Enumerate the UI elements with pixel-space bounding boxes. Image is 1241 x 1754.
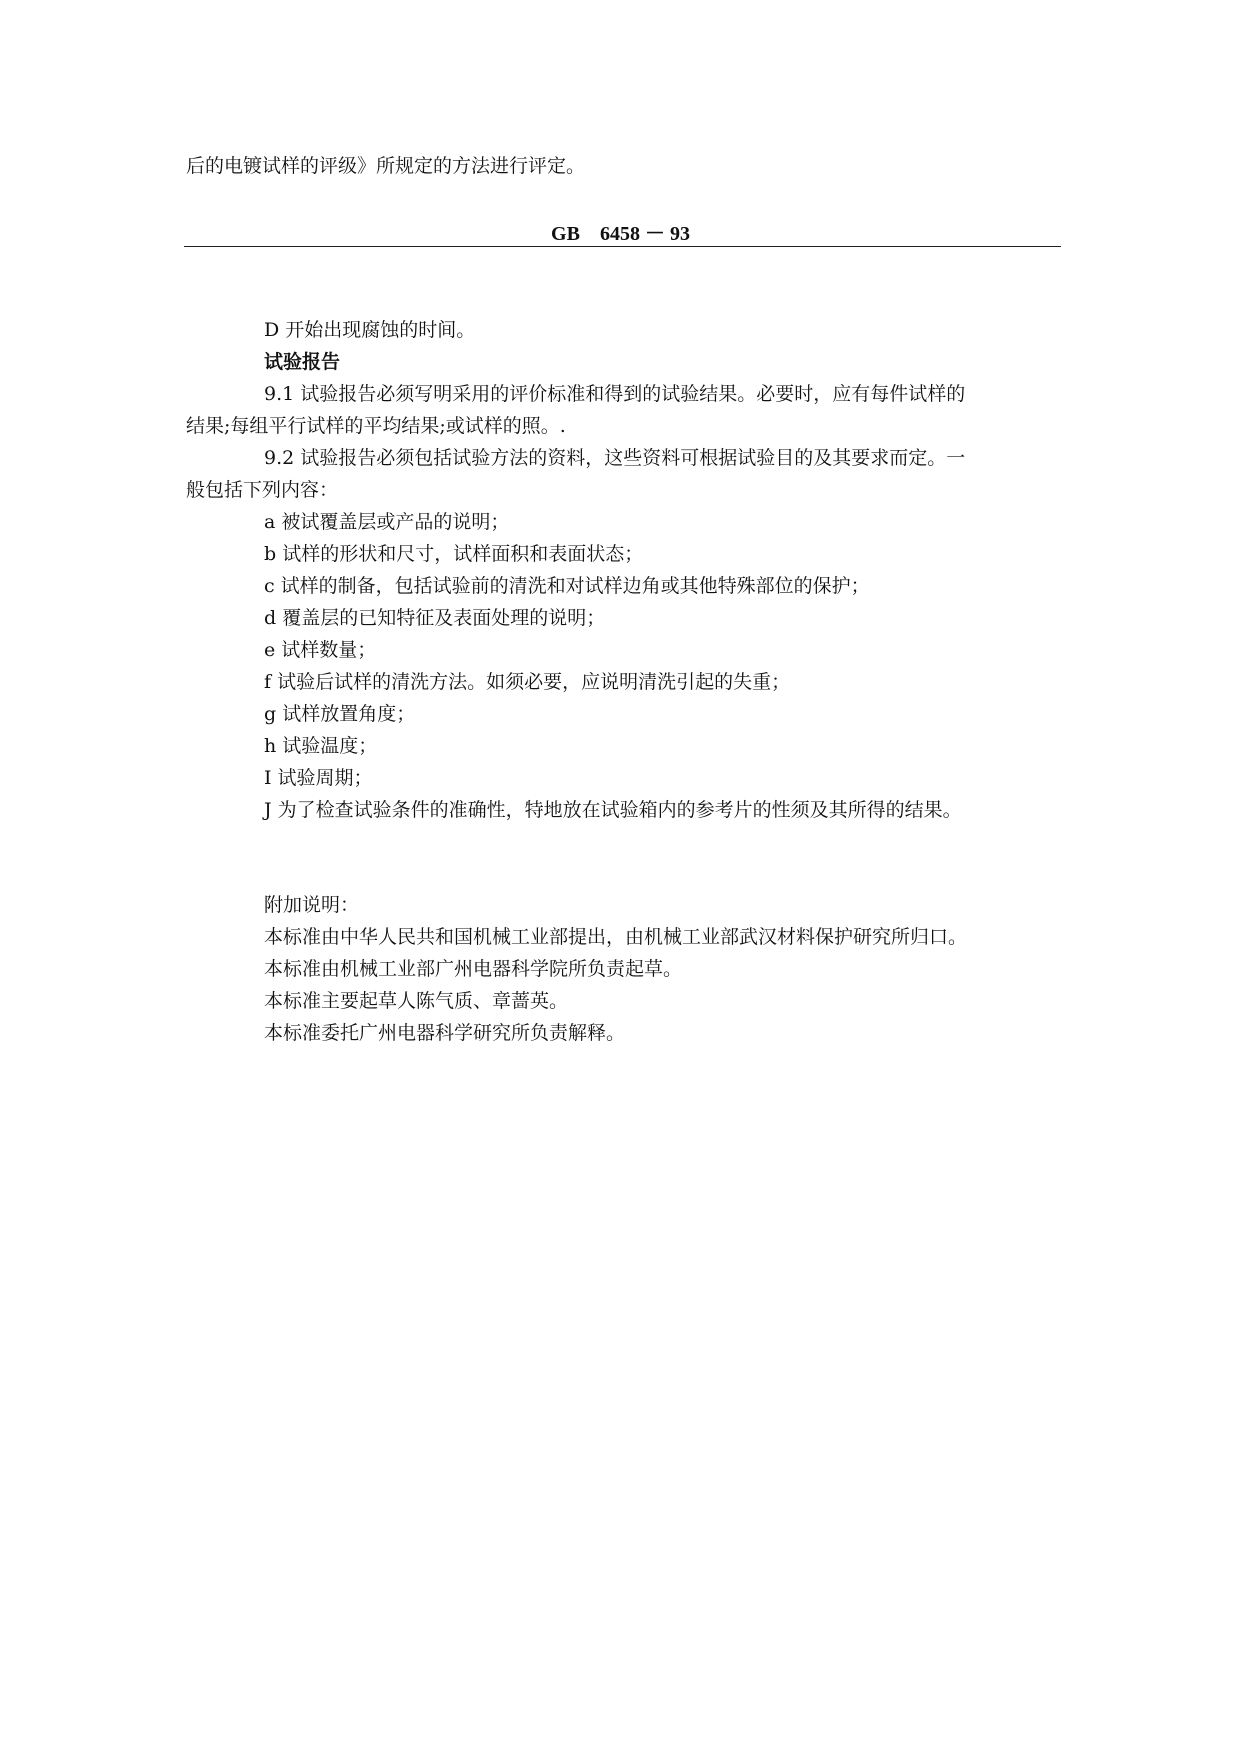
- previous-page-tail-text: 后的电镀试样的评级》所规定的方法进行评定。: [186, 155, 586, 177]
- list-item: c 试样的制备，包括试验前的清洗和对试样边角或其他特殊部位的保护；: [264, 575, 870, 597]
- list-item: J 为了检查试验条件的准确性，特地放在试验箱内的参考片的性须及其所得的结果。: [264, 799, 962, 821]
- section-heading: 试验报告: [264, 351, 341, 373]
- header-rule: [184, 246, 1061, 247]
- item-d: D 开始出现腐蚀的时间。: [264, 319, 476, 341]
- appendix-title: 附加说明：: [264, 894, 360, 916]
- appendix-line: 本标准委托广州电器科学研究所负责解释。: [264, 1022, 626, 1044]
- list-item: f 试验后试样的清洗方法。如须必要，应说明清洗引起的失重；: [264, 671, 791, 693]
- appendix-line: 本标准由中华人民共和国机械工业部提出，由机械工业部武汉材料保护研究所归口。: [264, 926, 968, 948]
- appendix-line: 本标准主要起草人陈气质、章蔷英。: [264, 990, 569, 1012]
- clause-9-1-line-1: 9.1 试验报告必须写明采用的评价标准和得到的试验结果。必要时，应有每件试样的: [264, 383, 966, 405]
- appendix-line: 本标准由机械工业部广州电器科学院所负责起草。: [264, 958, 683, 980]
- list-item: a 被试覆盖层或产品的说明；: [264, 511, 510, 533]
- list-item: h 试验温度；: [264, 735, 378, 757]
- standard-number-header: GB 6458 － 93: [551, 223, 690, 245]
- clause-9-2-line-2: 般包括下列内容：: [186, 479, 339, 501]
- list-item: b 试样的形状和尺寸，试样面积和表面状态；: [264, 543, 644, 565]
- list-item: g 试样放置角度；: [264, 703, 416, 725]
- clause-9-2-line-1: 9.2 试验报告必须包括试验方法的资料，这些资料可根据试验目的及其要求而定。一: [264, 447, 966, 469]
- clause-9-1-line-2: 结果;每组平行试样的平均结果;或试样的照。.: [186, 415, 566, 437]
- list-item: d 覆盖层的已知特征及表面处理的说明；: [264, 607, 606, 629]
- list-item: e 试样数量；: [264, 639, 377, 661]
- list-item: I 试验周期；: [264, 767, 373, 789]
